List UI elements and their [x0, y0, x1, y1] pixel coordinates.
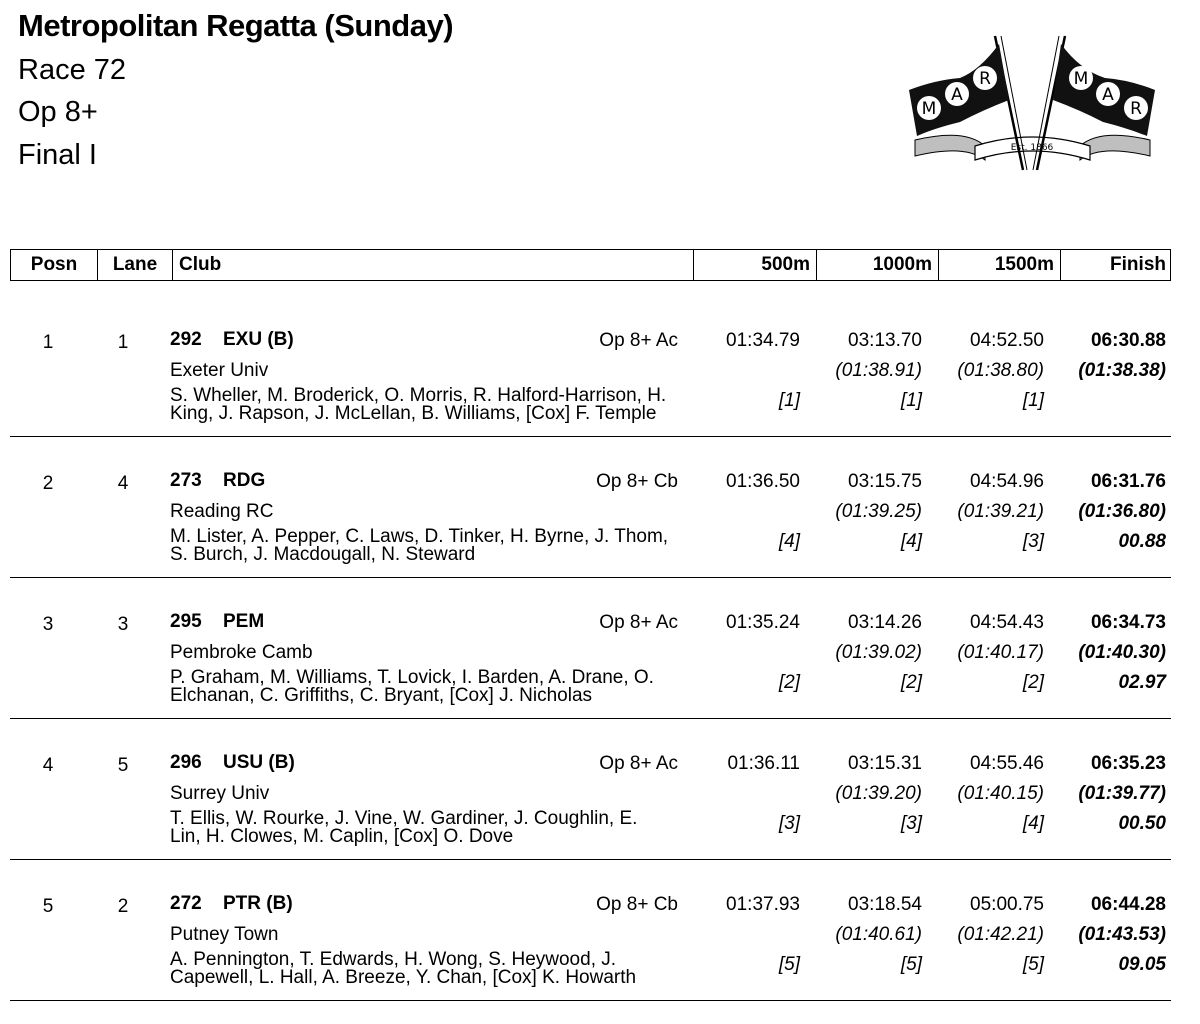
- crew-number: 296: [170, 752, 202, 773]
- rank-500m: [4]: [778, 531, 800, 552]
- logo-letter-m-left: M: [921, 99, 937, 119]
- result-position: 5: [42, 896, 54, 917]
- finish-time: 06:34.73: [1090, 612, 1166, 633]
- finish-time: 06:35.23: [1090, 753, 1166, 774]
- club-name: Pembroke Camb: [170, 642, 313, 663]
- event-category: Op 8+ Ac: [599, 612, 678, 633]
- pace-finish: (01:39.77): [1078, 783, 1166, 804]
- table-row: [10, 860, 1171, 1001]
- race-number: Race 72: [18, 54, 127, 86]
- rank-1000m: [4]: [900, 531, 922, 552]
- event-category: Op 8+ Cb: [596, 894, 678, 915]
- rank-1500m: [4]: [1022, 813, 1044, 834]
- rank-1000m: [1]: [900, 390, 922, 411]
- split-1500m: 04:54.43: [970, 612, 1044, 633]
- table-row: [10, 437, 1171, 578]
- header-finish: Finish: [1110, 254, 1166, 275]
- crew-code: USU (B): [223, 752, 295, 773]
- result-position: 1: [42, 332, 54, 353]
- event-class: Op 8+: [18, 96, 98, 128]
- split-500m: 01:36.50: [726, 471, 800, 492]
- margin-behind: 00.50: [1118, 813, 1166, 834]
- header-1000m: 1000m: [817, 250, 939, 280]
- split-500m: 01:36.11: [727, 753, 800, 774]
- rank-500m: [1]: [778, 390, 800, 411]
- crew-code: PTR (B): [223, 893, 293, 914]
- pace-finish: (01:38.38): [1078, 360, 1166, 381]
- crew-list: A. Pennington, T. Edwards, H. Wong, S. Heywood, J. Capewell, L. Hall, A. Breeze, Y. Chan, [Cox] K. Howarth: [170, 949, 637, 988]
- results-table-header: [10, 249, 1171, 281]
- crew-number: 272: [170, 893, 202, 914]
- split-1000m: 03:15.75: [848, 471, 922, 492]
- club-name: Reading RC: [170, 501, 274, 522]
- rank-1000m: [5]: [900, 954, 922, 975]
- logo-letter-m-right: M: [1073, 69, 1089, 89]
- result-position: 3: [42, 614, 54, 635]
- rank-1500m: [1]: [1022, 390, 1044, 411]
- result-lane: 5: [117, 755, 129, 776]
- result-lane: 1: [117, 332, 129, 353]
- club-name: Putney Town: [170, 924, 279, 945]
- split-1000m: 03:18.54: [848, 894, 922, 915]
- rank-500m: [5]: [778, 954, 800, 975]
- event-category: Op 8+ Cb: [596, 471, 678, 492]
- pace-finish: (01:40.30): [1078, 642, 1166, 663]
- rank-500m: [3]: [778, 813, 800, 834]
- table-row: [10, 719, 1171, 860]
- pace-1000m: (01:40.61): [835, 924, 922, 945]
- rank-1500m: [5]: [1022, 954, 1044, 975]
- split-500m: 01:37.93: [726, 894, 800, 915]
- header-lane: Lane: [98, 250, 173, 280]
- table-row: [10, 578, 1171, 719]
- table-row: [10, 296, 1171, 437]
- crew-code: EXU (B): [223, 329, 294, 350]
- logo-letter-a-right: A: [1102, 85, 1114, 105]
- split-500m: 01:34.79: [726, 330, 800, 351]
- rank-1500m: [3]: [1022, 531, 1044, 552]
- crew-code: RDG: [223, 470, 266, 491]
- logo-established-text: Est. 1866: [1010, 143, 1054, 153]
- race-stage: Final I: [18, 139, 97, 171]
- header-500m: 500m: [694, 250, 817, 280]
- result-position: 4: [42, 755, 54, 776]
- pace-1000m: (01:39.20): [835, 783, 922, 804]
- logo-letter-a-left: A: [951, 85, 963, 105]
- margin-behind: 02.97: [1118, 672, 1166, 693]
- club-name: Exeter Univ: [170, 360, 269, 381]
- finish-time: 06:31.76: [1090, 471, 1166, 492]
- margin-behind: 09.05: [1118, 954, 1166, 975]
- logo-letter-r-right: R: [1130, 99, 1142, 119]
- pace-1000m: (01:39.02): [835, 642, 922, 663]
- rank-1000m: [3]: [900, 813, 922, 834]
- regatta-logo: [905, 28, 1160, 178]
- pace-1500m: (01:40.15): [957, 783, 1044, 804]
- pace-1500m: (01:40.17): [957, 642, 1044, 663]
- split-1000m: 03:14.26: [848, 612, 922, 633]
- result-lane: 4: [117, 473, 129, 494]
- event-category: Op 8+ Ac: [599, 753, 678, 774]
- crew-number: 292: [170, 329, 202, 350]
- rank-1000m: [2]: [900, 672, 922, 693]
- pace-1500m: (01:39.21): [957, 501, 1044, 522]
- pace-finish: (01:36.80): [1078, 501, 1166, 522]
- crew-code: PEM: [223, 611, 265, 632]
- finish-time: 06:30.88: [1090, 330, 1166, 351]
- page-title: Metropolitan Regatta (Sunday): [18, 8, 454, 43]
- finish-time: 06:44.28: [1090, 894, 1166, 915]
- header-club: Club: [173, 250, 694, 280]
- crew-list: T. Ellis, W. Rourke, J. Vine, W. Gardiner, J. Coughlin, E. Lin, H. Clowes, M. Caplin, [Cox] O. Dove: [170, 808, 638, 847]
- result-lane: 3: [117, 614, 129, 635]
- split-1500m: 05:00.75: [970, 894, 1044, 915]
- rank-500m: [2]: [778, 672, 800, 693]
- pace-1000m: (01:38.91): [835, 360, 922, 381]
- crew-number: 273: [170, 470, 202, 491]
- header-1500m: 1500m: [939, 250, 1061, 280]
- header-posn: Posn: [11, 250, 98, 280]
- result-position: 2: [42, 473, 54, 494]
- crew-number: 295: [170, 611, 202, 632]
- result-lane: 2: [117, 896, 129, 917]
- club-name: Surrey Univ: [170, 783, 270, 804]
- split-1000m: 03:15.31: [848, 753, 922, 774]
- margin-behind: 00.88: [1118, 531, 1166, 552]
- crew-list: M. Lister, A. Pepper, C. Laws, D. Tinker, H. Byrne, J. Thom, S. Burch, J. Macdougall, N. Steward: [170, 526, 669, 565]
- crew-list: S. Wheller, M. Broderick, O. Morris, R. Halford-Harrison, H. King, J. Rapson, J. McLellan, B. Williams, [Cox] F. Temple: [170, 385, 667, 424]
- rank-1500m: [2]: [1022, 672, 1044, 693]
- row-divider: [10, 1000, 1171, 1002]
- split-1500m: 04:55.46: [970, 753, 1044, 774]
- pace-finish: (01:43.53): [1078, 924, 1166, 945]
- split-1500m: 04:52.50: [970, 330, 1044, 351]
- pace-1000m: (01:39.25): [835, 501, 922, 522]
- pace-1500m: (01:42.21): [957, 924, 1044, 945]
- event-category: Op 8+ Ac: [599, 330, 678, 351]
- logo-letter-r-left: R: [979, 69, 991, 89]
- crew-list: P. Graham, M. Williams, T. Lovick, I. Barden, A. Drane, O. Elchanan, C. Griffiths, C. Bryant, [Cox] J. Nicholas: [170, 667, 654, 706]
- split-1000m: 03:13.70: [848, 330, 922, 351]
- pace-1500m: (01:38.80): [957, 360, 1044, 381]
- split-1500m: 04:54.96: [970, 471, 1044, 492]
- split-500m: 01:35.24: [726, 612, 800, 633]
